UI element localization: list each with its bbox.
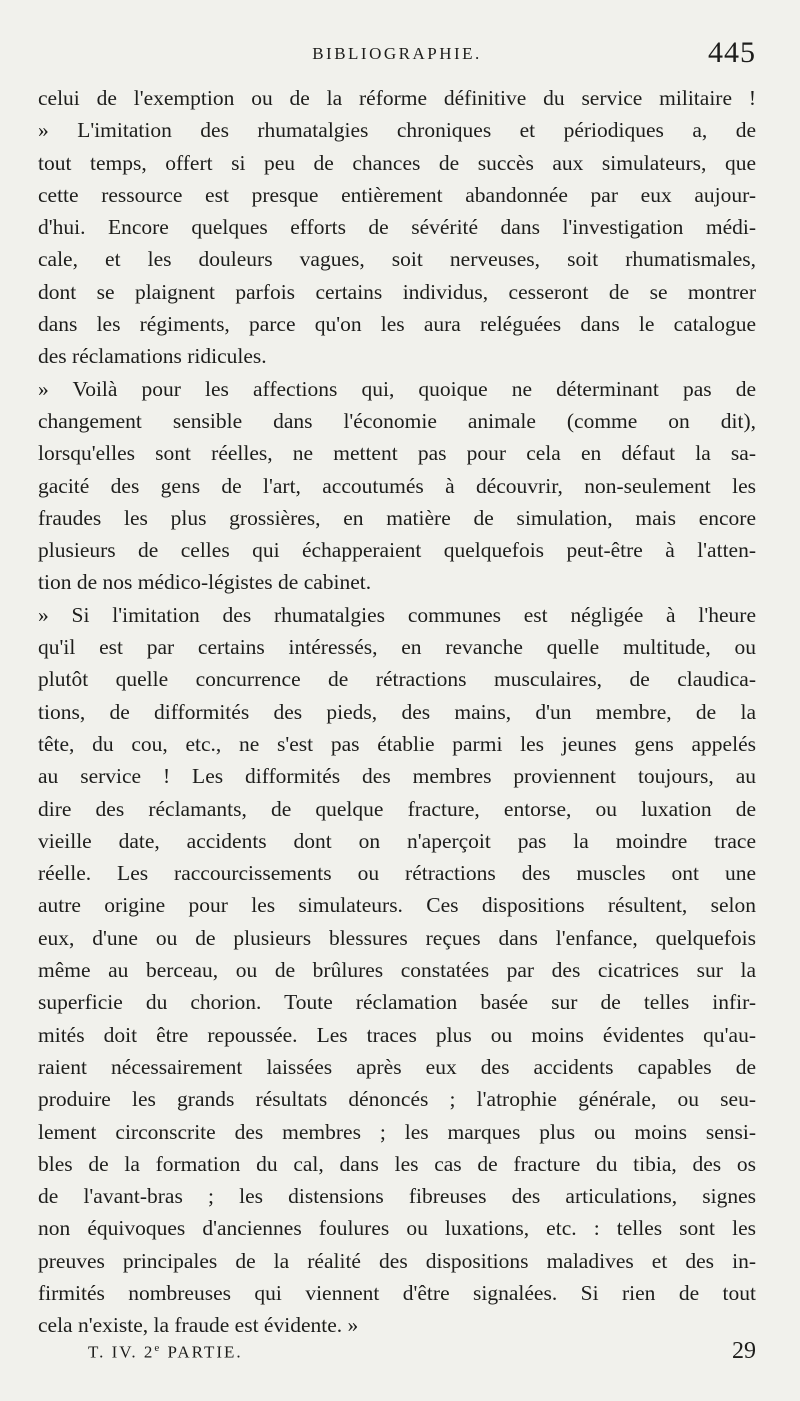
text-line: » Si l'imitation des rhumatalgies communes est négligée à l'heure	[38, 602, 756, 627]
text-line: » Voilà pour les affections qui, quoique ne déterminant pas de	[38, 376, 756, 401]
text-line: firmités nombreuses qui viennent d'être signalées. Si rien de tout	[38, 1280, 756, 1305]
text-line: cale, et les douleurs vagues, soit nerveuses, soit rhumatismales,	[38, 247, 756, 272]
text-line: fraudes les plus grossières, en matière de simulation, mais encore	[38, 505, 756, 530]
text-line: raient nécessairement laissées après eux des accidents capables de	[38, 1054, 756, 1079]
text-line: dont se plaignent parfois certains individus, cesseront de se montrer	[38, 279, 756, 304]
signature-prefix: T. IV. 2	[88, 1342, 155, 1362]
text-line: plusieurs de celles qui échapperaient quelquefois peut-être à l'atten-	[38, 538, 756, 563]
running-head	[38, 36, 756, 76]
text-line: tête, du cou, etc., ne s'est pas établie parmi les jeunes gens appelés	[38, 731, 756, 756]
body-text	[38, 82, 756, 1342]
text-line: produire les grands résultats dénoncés ; l'atrophie générale, ou seu-	[38, 1087, 756, 1112]
text-line: lorsqu'elles sont réelles, ne mettent pas pour cela en défaut la sa-	[38, 441, 756, 466]
signature-mark	[88, 1342, 243, 1363]
text-line: eux, d'une ou de plusieurs blessures reçues dans l'enfance, quelquefois	[38, 925, 756, 950]
text-line: celui de l'exemption ou de la réforme définitive du service militaire !	[38, 86, 756, 110]
text-line: cette ressource est presque entièrement abandonnée par eux aujour-	[38, 182, 756, 207]
text-line: tout temps, offert si peu de chances de succès aux simulateurs, que	[38, 150, 756, 175]
text-line: réelle. Les raccourcissements ou rétractions des muscles ont une	[38, 861, 756, 886]
text-line: bles de la formation du cal, dans les cas de fracture du tibia, des os	[38, 1151, 756, 1176]
text-line: lement circonscrite des membres ; les marques plus ou moins sensi-	[38, 1119, 756, 1144]
text-line: dire des réclamants, de quelque fracture, entorse, ou luxation de	[38, 796, 756, 821]
text-line: non équivoques d'anciennes foulures ou luxations, etc. : telles sont les	[38, 1216, 756, 1241]
text-line: » L'imitation des rhumatalgies chroniques et périodiques a, de	[38, 118, 756, 143]
text-line: même au berceau, ou de brûlures constatées par des cicatrices sur la	[38, 958, 756, 983]
signature-suffix: PARTIE.	[161, 1342, 243, 1362]
text-line: preuves principales de la réalité des dispositions maladives et des in-	[38, 1248, 756, 1273]
text-line: de l'avant-bras ; les distensions fibreuses des articulations, signes	[38, 1184, 756, 1209]
text-line: autre origine pour les simulateurs. Ces dispositions résultent, selon	[38, 893, 756, 918]
text-line: plutôt quelle concurrence de rétractions musculaires, de claudica-	[38, 667, 756, 692]
text-line: tion de nos médico-légistes de cabinet.	[38, 570, 372, 595]
text-line: d'hui. Encore quelques efforts de sévérité dans l'investigation médi-	[38, 215, 756, 240]
text-line: vieille date, accidents dont on n'aperçoit pas la moindre trace	[38, 828, 756, 853]
sheet-number: 29	[732, 1338, 756, 1364]
text-line: des réclamations ridicules.	[38, 344, 267, 369]
running-title: BIBLIOGRAPHIE.	[312, 44, 482, 63]
page-footer	[38, 1336, 756, 1370]
text-line: gacité des gens de l'art, accoutumés à découvrir, non-seulement les	[38, 473, 756, 498]
text-line: qu'il est par certains intéressés, en revanche quelle multitude, ou	[38, 635, 756, 660]
text-line: mités doit être repoussée. Les traces plus ou moins évidentes qu'au-	[38, 1022, 756, 1047]
page-number: 445	[708, 36, 756, 69]
text-line: cela n'existe, la fraude est évidente. »	[38, 1313, 359, 1338]
text-line: au service ! Les difformités des membres proviennent toujours, au	[38, 764, 756, 789]
text-line: superficie du chorion. Toute réclamation basée sur de telles infir-	[38, 990, 756, 1015]
text-line: dans les régiments, parce qu'on les aura reléguées dans le catalogue	[38, 312, 756, 337]
text-line: changement sensible dans l'économie animale (comme on dit),	[38, 408, 756, 433]
text-line: tions, de difformités des pieds, des mains, d'un membre, de la	[38, 699, 756, 724]
signature-superscript: e	[154, 1342, 162, 1354]
